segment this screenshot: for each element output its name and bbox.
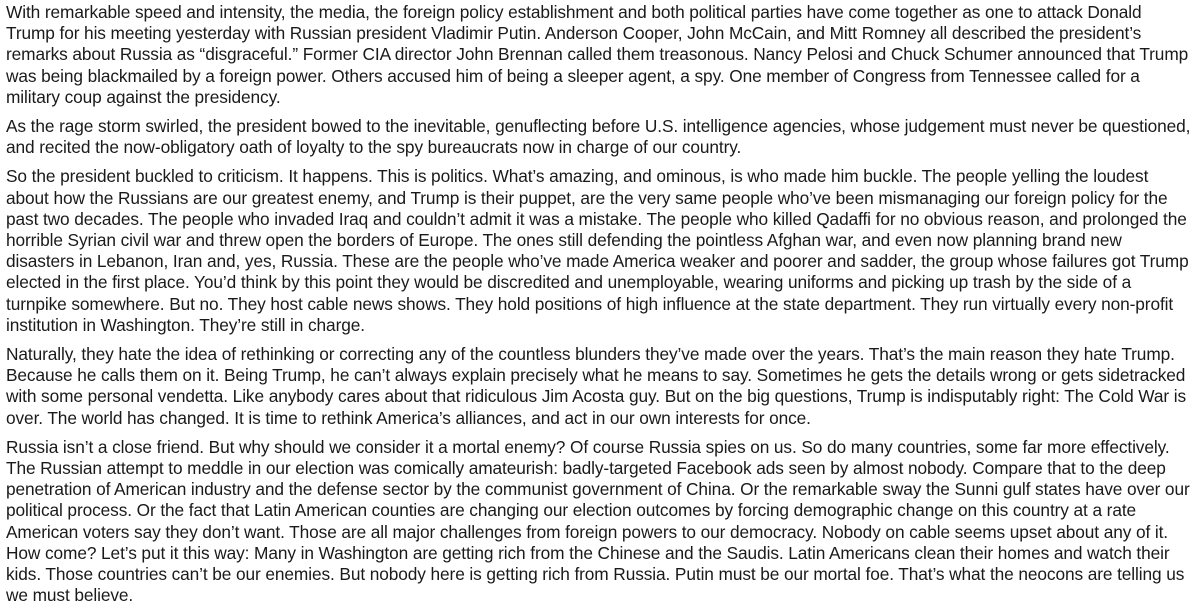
paragraph-1: With remarkable speed and intensity, the media, the foreign policy establishment and both political parties have come together as one to attack Donald Trump for his meeting yesterday with Russian president Vladimir Putin. Anderson Cooper, John McCain, and Mitt Romney all described the president’s remarks about Russia as “disgraceful.” Former CIA director John Brennan called them treasonous. Nancy Pelosi and Chuck Schumer announced that Trump was being blackmailed by a foreign power. Others accused him of being a sleeper agent, a spy. One member of Congress from Tennessee called for a military coup against the presidency. <box>6 2 1189 107</box>
paragraph-2: As the rage storm swirled, the president bowed to the inevitable, genuflecting before U.S. intelligence agencies, whose judgement must never be questioned, and recited the now-obligatory oath of loyalty to the spy bureaucrats now in charge of our country. <box>6 116 1191 158</box>
paragraph-4: Naturally, they hate the idea of rethinking or correcting any of the countless blunders they’ve made over the years. That’s the main reason they hate Trump. Because he calls them on it. Being Trump, he can’t always explain precisely what he means to say. Sometimes he gets the details wrong or gets sidetracked with some personal vendetta. Like anybody cares about that ridiculous Jim Acosta guy. But on the big questions, Trump is indisputably right: The Cold War is over. The world has changed. It is time to rethink America’s alliances, and act in our own interests for once. <box>6 344 1186 428</box>
paragraph-5: Russia isn’t a close friend. But why should we consider it a mortal enemy? Of course Russia spies on us. So do many countries, some far more effectively. The Russian attempt to meddle in our election was comically amateurish: badly-targeted Facebook ads seen by almost nobody. Compare that to the deep penetration of American industry and the defense sector by the communist government of China. Or the remarkable sway the Sunni gulf states have over our political process. Or the fact that Latin American counties are changing our election outcomes by forcing demographic change on this country at a rate American voters say they don’t want. Those are all major challenges from foreign powers to our democracy. Nobody on cable seems upset about any of it. How come? Let’s put it this way: Many in Washington are getting rich from the Chinese and the Saudis. Latin Americans clean their homes and watch their kids. Those countries can’t be our enemies. But nobody here is getting rich from Russia. Putin must be our mortal foe. That’s what the neocons are telling us we must believe. <box>6 436 1190 606</box>
paragraph-3: So the president buckled to criticism. It happens. This is politics. What’s amazing, and ominous, is who made him buckle. The people yelling the loudest about how the Russians are our greatest enemy, and Trump is their puppet, are the very same people who’ve been mismanaging our foreign policy for the past two decades. The people who invaded Iraq and couldn’t admit it was a mistake. The people who killed Qadaffi for no obvious reason, and prolonged the horrible Syrian civil war and threw open the borders of Europe. The ones still defending the pointless Afghan war, and even now planning brand new disasters in Lebanon, Iran and, yes, Russia. These are the people who’ve made America weaker and poorer and sadder, the group whose failures got Trump elected in the first place. You’d think by this point they would be discredited and unemployable, wearing uniforms and picking up trash by the side of a turnpike somewhere. But no. They host cable news shows. They hold positions of high influence at the state department. They run virtually every non-profit institution in Washington. They’re still in charge. <box>6 166 1189 335</box>
